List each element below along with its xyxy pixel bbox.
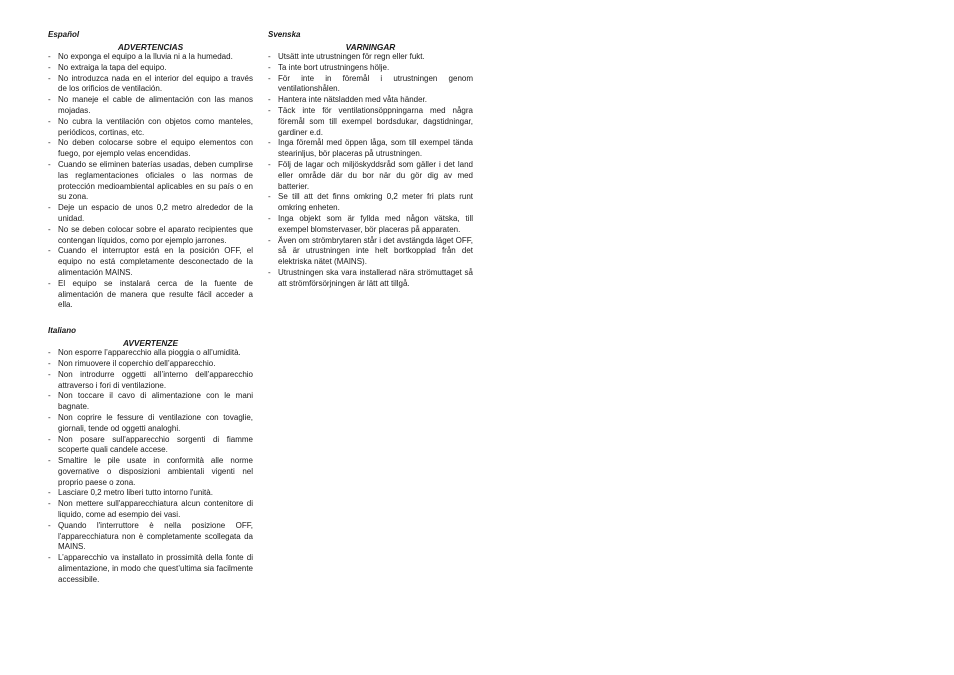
warning-item: - Quando l'interruttore è nella posizione OFF, l'apparecchiatura non è completamente scollegata da MAINS. bbox=[48, 521, 253, 553]
section-espanol bbox=[48, 30, 253, 311]
language-label: Italiano bbox=[48, 326, 77, 336]
warning-item: - Lasciare 0,2 metro liberi tutto intorno l'unità. bbox=[48, 488, 253, 499]
warning-item: - Non rimuovere il coperchio dell’apparecchio. bbox=[48, 359, 253, 370]
warnings-heading: VARNINGAR bbox=[345, 42, 396, 52]
warning-item: - No extraiga la tapa del equipo. bbox=[48, 63, 253, 74]
warning-item: - El equipo se instalará cerca de la fuente de alimentación de manera que resulte fácil acceder a ella. bbox=[48, 279, 253, 311]
language-label: Svenska bbox=[268, 30, 301, 39]
warning-item: - Non introdurre oggetti all’interno dell’apparecchio attraverso i fori di ventilazione. bbox=[48, 370, 253, 392]
warning-item: - Ta inte bort utrustningens hölje. bbox=[268, 63, 473, 74]
warning-item: - För inte in föremål i utrustningen genom ventilationshålen. bbox=[268, 74, 473, 96]
warning-item: - No exponga el equipo a la lluvia ni a la humedad. bbox=[48, 52, 253, 63]
warning-item: - L’apparecchio va installato in prossimità della fonte di alimentazione, in modo che quest’ultima sia facilmente accessibile. bbox=[48, 553, 253, 585]
warning-item: - Även om strömbrytaren står i det avstängda läget OFF, så är utrustningen inte helt bortkopplad från det elektriska nätet (MAINS). bbox=[268, 236, 473, 268]
warning-item: - Non toccare il cavo di alimentazione con le mani bagnate. bbox=[48, 391, 253, 413]
warning-item: - Se till att det finns omkring 0,2 meter fri plats runt omkring enheten. bbox=[268, 192, 473, 214]
left-column bbox=[48, 30, 253, 586]
warning-item: - Non posare sull'apparecchio sorgenti di fiamme scoperte quali candele accese. bbox=[48, 435, 253, 457]
warning-item: - Täck inte för ventilationsöppningarna med några föremål som till exempel bordsdukar, dagstidningar, gardiner e.d. bbox=[268, 106, 473, 138]
warnings-heading: ADVERTENCIAS bbox=[117, 42, 184, 52]
warning-list bbox=[48, 348, 253, 586]
warning-item: - No se deben colocar sobre el aparato recipientes que contengan líquidos, como por ejemplo jarrones. bbox=[48, 225, 253, 247]
warning-item: - Inga objekt som är fyllda med någon vätska, till exempel blomstervaser, bör placeras på apparaten. bbox=[268, 214, 473, 236]
warning-item: - No deben colocarse sobre el equipo elementos con fuego, por ejemplo velas encendidas. bbox=[48, 138, 253, 160]
language-label: Español bbox=[48, 30, 80, 39]
warning-list bbox=[48, 52, 253, 311]
warning-item: - Inga föremål med öppen låga, som till exempel tända stearinljus, bör placeras på utrustningen. bbox=[268, 138, 473, 160]
warning-list bbox=[268, 52, 473, 290]
warning-item: - No cubra la ventilación con objetos como manteles, periódicos, cortinas, etc. bbox=[48, 117, 253, 139]
warning-item: - No maneje el cable de alimentación con las manos mojadas. bbox=[48, 95, 253, 117]
warning-item: - Cuando se eliminen baterías usadas, deben cumplirse las reglamentaciones oficiales o las normas de protección medioambiental aplicables en su país o en su zona. bbox=[48, 160, 253, 203]
warning-item: - No introduzca nada en el interior del equipo a través de los orificios de ventilación. bbox=[48, 74, 253, 96]
warning-item: - Non mettere sull'apparecchiatura alcun contenitore di liquido, come ad esempio dei vasi. bbox=[48, 499, 253, 521]
right-column bbox=[268, 30, 473, 290]
warning-item: - Non coprire le fessure di ventilazione con tovaglie, giornali, tende od oggetti analoghi. bbox=[48, 413, 253, 435]
warning-item: - Smaltire le pile usate in conformità alle norme governative o disposizioni ambientali vigenti nel proprio paese o zona. bbox=[48, 456, 253, 488]
warning-item: - Hantera inte nätsladden med våta händer. bbox=[268, 95, 473, 106]
warning-item: - Utsätt inte utrustningen för regn eller fukt. bbox=[268, 52, 473, 63]
warnings-heading: AVVERTENZE bbox=[122, 338, 178, 349]
warning-item: - Cuando el interruptor está en la posición OFF, el equipo no está completamente desconectado de la alimentación MAINS. bbox=[48, 246, 253, 278]
section-italiano bbox=[48, 326, 253, 586]
section-svenska bbox=[268, 30, 473, 290]
warning-item: - Deje un espacio de unos 0,2 metro alrededor de la unidad. bbox=[48, 203, 253, 225]
warning-item: - Följ de lagar och miljöskyddsråd som gäller i det land eller område där du bor när du gör dig av med batterier. bbox=[268, 160, 473, 192]
warning-item: - Non esporre l’apparecchio alla pioggia o all’umidità. bbox=[48, 348, 253, 359]
warning-item: - Utrustningen ska vara installerad nära strömuttaget så att strömförsörjningen är lätt att tillgå. bbox=[268, 268, 473, 290]
